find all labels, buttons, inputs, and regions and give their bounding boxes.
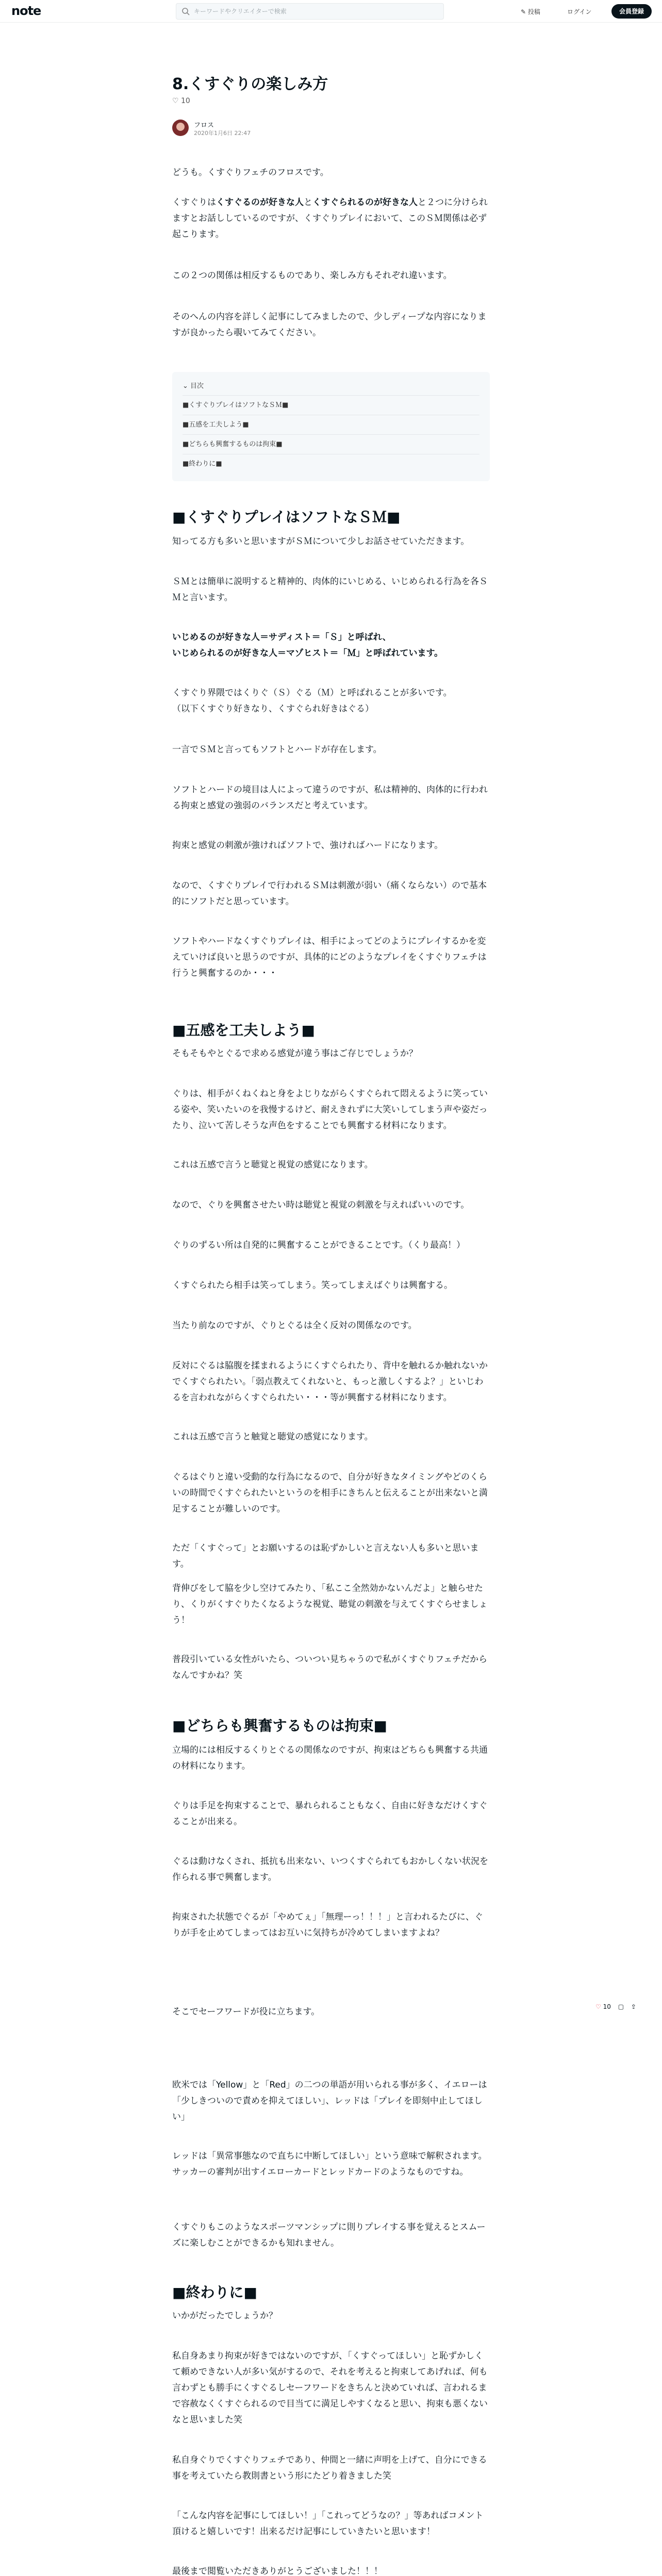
paragraph: 拘束された状態でぐるが「やめてぇ」「無理ーっ！！！」と言われるたびに、ぐりが手を止めてしまってはお互いに気持ちが冷めてしまいますよね？ <box>172 1912 483 1938</box>
article-title: 8.くすぐりの楽しみ方 <box>172 75 328 93</box>
paragraph: ソフトとハードの境目は人によって違うのですが、私は精神的、肉体的に行われる拘束と感覚の強弱のバランスだと考えています。 <box>172 785 488 811</box>
heart-icon[interactable]: ♡ <box>595 2003 601 2010</box>
paragraph: ぐりは手足を拘束することで、暴れられることもなく、自由に好きなだけくすぐることが出来る。 <box>172 1801 488 1827</box>
paragraph: 普段引いている女性がいたら、ついつい見ちゃうので私がくすぐりフェチだからなんですかね？笑 <box>172 1654 488 1681</box>
paragraph: 欧米では「Yellow」と「Red」の二つの単語が用いられる事が多く、イエローは「少しきついので責めを抑えてほしい」、レッドは「プレイを即刻中止してほしい」 <box>172 2080 487 2122</box>
like-count: 10 <box>181 97 190 105</box>
search-icon <box>181 7 190 15</box>
side-action-bar <box>595 2003 652 2016</box>
paragraph: ぐりのずるい所は自発的に興奮することができることです。（くり最高！） <box>172 1240 466 1250</box>
paragraph: 最後まで閲覧いただきありがとうございました！！！ <box>172 2566 383 2576</box>
comment-icon[interactable]: ▢ <box>618 2003 624 2010</box>
paragraph: そこでセーフワードが役に立ちます。 <box>172 2007 320 2017</box>
toc-item[interactable]: ■五感を工夫しよう■ <box>183 415 479 434</box>
paragraph: なので、ぐりを興奮させたい時は聴覚と視覚の刺激を与えればいいのです。 <box>172 1200 470 1210</box>
signup-button[interactable]: 会員登録 <box>611 4 652 19</box>
search-input[interactable] <box>193 4 435 19</box>
paragraph: 一言でＳＭと言ってもソフトとハードが存在します。 <box>172 744 382 755</box>
section-heading: ■五感を工夫しよう■ <box>172 1022 315 1039</box>
paragraph: くすぐり界隈ではくりぐ（Ｓ）ぐる（Ｍ）と呼ばれることが多いです。 <box>172 688 452 698</box>
section-heading: ■終わりに■ <box>172 2284 257 2301</box>
chevron-down-icon: ⌄ <box>183 382 191 390</box>
paragraph: ＳＭとは簡単に説明すると精神的、肉体的にいじめる、いじめられる行為を各ＳＭと言います。 <box>172 577 488 603</box>
paragraph: ぐりは、相手がくねくねと身をよじりながらくすぐられて悶えるように笑っている姿や、笑いたいのを我慢するけど、耐えきれずに大笑いしてしまう声や姿だったり、泣いて苦しそうな声色をすることでも興奮する材料になります。 <box>172 1089 488 1131</box>
heart-icon: ♡ <box>172 97 179 105</box>
toc-title[interactable]: ⌄ 目次 <box>183 382 204 390</box>
paragraph: 立場的には相反するくりとぐるの関係なのですが、拘束はどちらも興奮する共通の材料になります。 <box>172 1745 488 1771</box>
section-heading: ■くすぐりプレイはソフトなＳＭ■ <box>172 509 401 526</box>
post-link[interactable]: ✎ 投稿 <box>521 8 540 15</box>
share-icon[interactable]: ⇪ <box>631 2003 636 2010</box>
paragraph: 反対にぐるは脇腹を揉まれるようにくすぐられたり、背中を触れるか触れないかでくすぐられたい。「弱点教えてくれないと、もっと激しくするよ？」といじわるを言われながらくすぐられたい・・・等が興奮する材料になります。 <box>172 1361 488 1403</box>
note-logo[interactable]: note <box>11 4 41 18</box>
side-like-count: 10 <box>603 2003 611 2010</box>
paragraph: これは五感で言うと聴覚と視覚の感覚になります。 <box>172 1160 373 1170</box>
author-name[interactable]: フロス <box>194 122 214 129</box>
like-count-row[interactable] <box>172 97 190 105</box>
paragraph: いじめるのが好きな人＝サディスト＝「Ｓ」と呼ばれ、 <box>172 632 391 642</box>
paragraph: （以下くすぐり好きなり、くすぐられ好きはぐる） <box>172 704 374 714</box>
login-link[interactable]: ログイン <box>567 8 592 15</box>
publish-date: 2020年1月6日 22:47 <box>194 130 251 137</box>
paragraph: なので、くすぐりプレイで行われるＳＭは刺激が弱い（痛くならない）ので基本的にソフトだと思っています。 <box>172 880 487 907</box>
paragraph: 知ってる方も多いと思いますがＳＭについて少しお話させていただきます。 <box>172 536 470 547</box>
paragraph: レッドは「異常事態なので直ちに中断してほしい」という意味で解釈されます。サッカーの審判が出すイエローカードとレッドカードのようなものですね。 <box>172 2151 487 2177</box>
paragraph: これは五感で言うと触覚と聴覚の感覚になります。 <box>172 1432 373 1442</box>
paragraph: 当たり前なのですが、ぐりとぐるは全く反対の関係なのです。 <box>172 1320 417 1331</box>
table-of-contents <box>172 372 490 481</box>
site-header <box>0 0 662 23</box>
intro-text: そのへんの内容を詳しく記事にしてみましたので、少しディープな内容になりますが良かったら覗いてみてください。 <box>172 312 487 338</box>
paragraph: 拘束と感覚の刺激が強ければソフトで、強ければハードになります。 <box>172 840 443 851</box>
toc-item[interactable]: ■どちらも興奮するものは拘束■ <box>183 434 479 454</box>
toc-item[interactable]: ■くすぐりプレイはソフトなＳＭ■ <box>183 395 479 415</box>
paragraph: ただ「くすぐって」とお願いするのは恥ずかしいと言えない人も多いと思います。 <box>172 1543 479 1569</box>
intro-text: この２つの関係は相反するものであり、楽しみ方もそれぞれ違います。 <box>172 270 452 281</box>
paragraph: いじめられるのが好きな人＝マゾヒスト＝「Ｍ」と呼ばれています。 <box>172 648 443 658</box>
avatar[interactable] <box>172 120 189 136</box>
search-box[interactable] <box>176 3 444 20</box>
paragraph: 「こんな内容を記事にしてほしい！」「これってどうなの？」等あればコメント頂けると嬉しいです！出来るだけ記事にしていきたいと思います！ <box>172 2511 484 2537</box>
paragraph: ぐるは動けなくされ、抵抗も出来ない、いつくすぐられてもおかしくない状況を作られる事で興奮します。 <box>172 1856 489 1883</box>
paragraph: ぐるはぐりと違い受動的な行為になるので、自分が好きなタイミングやどのくらいの時間でくすぐられたいというのを相手にきちんと伝えることが出来ないと満足することが難しいのです。 <box>172 1472 488 1514</box>
paragraph: いかがだったでしょうか？ <box>172 2311 277 2321</box>
paragraph: くすぐられたら相手は笑ってしまう。笑ってしまえばぐりは興奮する。 <box>172 1280 453 1291</box>
toc-item[interactable]: ■終わりに■ <box>183 454 479 473</box>
intro-text: どうも。くすぐりフェチのフロスです。 <box>172 167 329 178</box>
paragraph: くすぐりもこのようなスポーツマンシップに則りプレイする事を覚えるとスムーズに楽しむことができるかも知れません。 <box>172 2222 486 2248</box>
section-heading: ■どちらも興奮するものは拘束■ <box>172 1717 387 1734</box>
paragraph: ソフトやハードなくすぐりプレイは、相手によってどのようにプレイするかを変えていけば良いと思うのですが、具体的にどのようなプレイをくすぐりフェチは行うと興奮するのか・・・ <box>172 936 487 978</box>
intro-text: くすぐりはくすぐるのが好きな人とくすぐられるのが好きな人と２つに分けられますとお話ししているのですが、くすぐりプレイにおいて、このＳＭ関係は必ず起こります。 <box>172 197 488 240</box>
paragraph: そもそもやとぐるで求める感覚が違う事はご存じでしょうか？ <box>172 1048 418 1059</box>
paragraph: 私自身あまり拘束が好きではないのですが、「くすぐってほしい」と恥ずかしくて頼めできない人が多い気がするので、それを考えると拘束してあげれば、何も言わずとも勝手にくすぐるしセーフワードをきちんと決めていれば、言われるまで容赦なくくすぐられるので目当てに満足しやすくなると思い、拘束も悪くないなと思いました笑 <box>172 2351 488 2425</box>
pen-icon: ✎ <box>521 8 528 15</box>
paragraph: 背伸びをして脇を少し空けてみたり、「私ここ全然効かないんだよ」と触らせたり、くりがくすぐりたくなるような視覚、聴覚の刺激を与えてくすぐらせましょう！ <box>172 1583 488 1625</box>
paragraph: 私自身ぐりでくすぐりフェチであり、仲間と一緒に声明を上げて、自分にできる事を考えていたら教則書という形にたどり着きました笑 <box>172 2455 487 2481</box>
